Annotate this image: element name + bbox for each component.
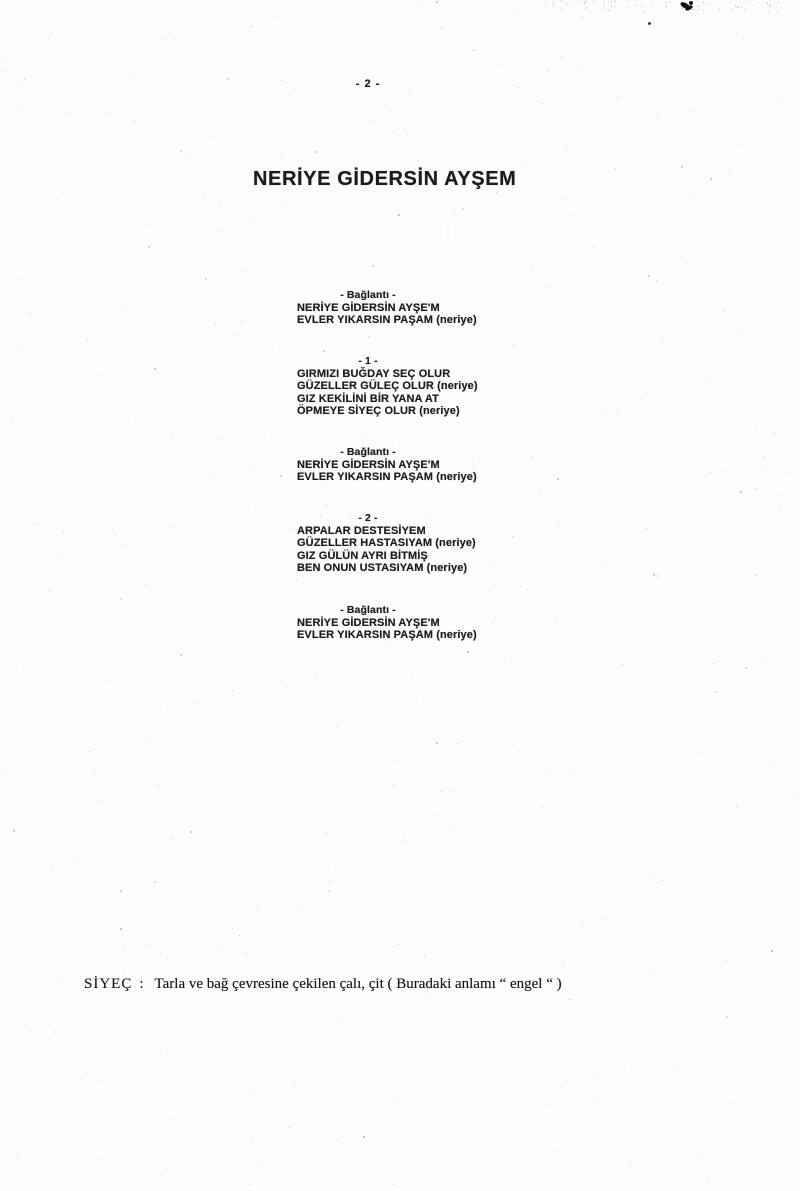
song-title: NERİYE GİDERSİN AYŞEM	[253, 168, 517, 191]
lyric-line: ÖPMEYE SİYEÇ OLUR (neriye)	[297, 404, 460, 417]
lyric-line: ARPALAR DESTESİYEM	[297, 525, 426, 538]
lyric-block-verse-2	[297, 512, 527, 574]
lyric-line: BEN ONUN USTASIYAM (neriye)	[297, 561, 468, 574]
ink-smudge	[678, 0, 700, 18]
footnote-definition: Tarla ve bağ çevresine çekilen çalı, çit ( Buradaki anlamı “ engel “ )	[154, 976, 562, 992]
lyric-line: NERİYE GİDERSİN AYŞE'M	[297, 459, 440, 472]
lyric-block-refrain-2	[297, 446, 527, 484]
lyric-line: GIZ KEKİLİNİ BİR YANA AT	[297, 392, 439, 405]
footnote-term: SİYEÇ	[84, 976, 133, 992]
lyric-line: EVLER YIKARSIN PAŞAM (neriye)	[297, 471, 477, 484]
stanza-label: - 1 -	[358, 355, 378, 367]
lyric-line: GIRMIZI BUĞDAY SEÇ OLUR	[297, 368, 451, 381]
lyric-line: NERİYE GİDERSİN AYŞE'M	[297, 617, 440, 630]
lyric-block-refrain-1	[297, 289, 527, 327]
lyric-line: NERİYE GİDERSİN AYŞE'M	[297, 302, 440, 315]
stanza-label: - Bağlantı -	[340, 289, 396, 301]
stanza-label: - 2 -	[358, 512, 378, 524]
lyric-line: GÜZELLER GÜLEÇ OLUR (neriye)	[297, 380, 478, 393]
lyric-block-refrain-3	[297, 604, 527, 642]
footnote	[84, 976, 562, 993]
lyric-line: GÜZELLER HASTASIYAM (neriye)	[297, 537, 476, 550]
lyric-line: EVLER YIKARSIN PAŞAM (neriye)	[297, 314, 477, 327]
lyric-block-verse-1	[297, 355, 527, 417]
page-number: - 2 -	[355, 78, 381, 90]
stanza-label: - Bağlantı -	[340, 604, 396, 616]
stanza-label: - Bağlantı -	[340, 446, 396, 458]
footnote-colon: :	[139, 976, 144, 992]
lyric-line: EVLER YIKARSIN PAŞAM (neriye)	[297, 629, 477, 642]
lyric-line: GIZ GÜLÜN AYRI BİTMİŞ	[297, 549, 428, 562]
